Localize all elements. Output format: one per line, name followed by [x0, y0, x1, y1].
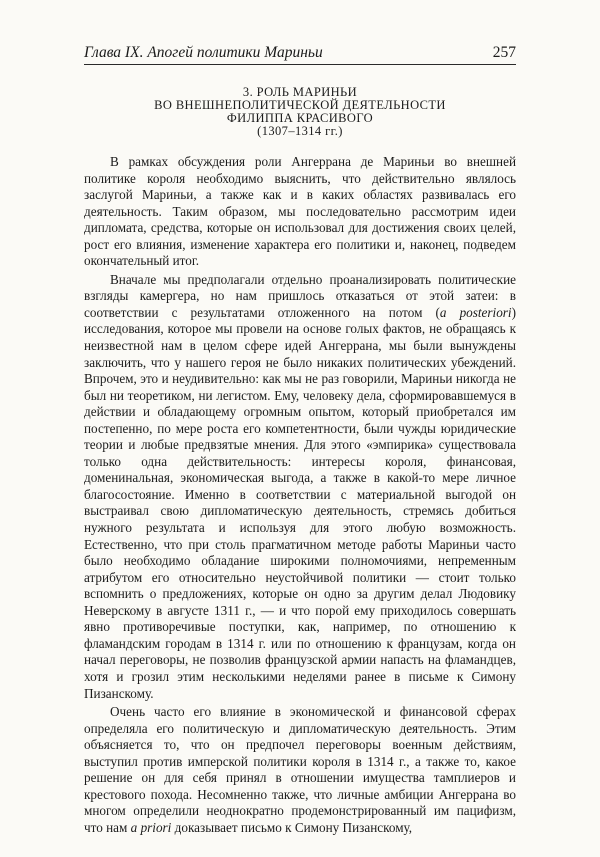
paragraph-3 — [84, 704, 516, 836]
paragraph-2-part-b: ) исследования, которое мы провели на основе голых фактов, не обращаясь к неизвестной нам в целом сфере идей Ангеррана, мы были вынуждены заключить, что у нашего героя не было никаких политических убеждений. Впрочем, это и неудивительно: как мы не раз говорили, Мариньи никогда не был ни теоретиком, ни легистом. Ему, человеку дела, сформировавшемуся в действии и обладающему огромным опытом, который приобретался им постепенно, по мере роста его компетентности, были чужды юридические теории и любые предвзятые мнения. Для этого «эмпирика» существовала только одна действительность: интересы короля, финансовая, доменинальная, экономическая выгода, а также в какой-то мере личное благосостояние. Именно в соответствии с материальной выгодой он выстраивал свою дипломатическую деятельность, стремясь добиться нужного результата и используя для этого любую возможность. Естественно, что при столь прагматичном методе работы Мариньи часто было необходимо обладание широкими полномочиями, непременным атрибутом его относительно неустойчивой политики — стоит только вспомнить о предложениях, которые он одно за другим делал Людовику Неверскому в августе 1311 г., — и что порой ему приходилось совершать явно противоречивые поступки, как, например, по отношению к фламандским городам в 1314 г. или по отношению к французам, когда он начал переговоры, не позволив французской армии напасть на фламандцев, хотя и грозил этим несколькими неделями ранее в письме к Симону Пизанскому. — [84, 304, 517, 701]
paragraph-3-emphasis: a priori — [130, 819, 172, 835]
header-rule — [84, 64, 516, 65]
section-title-line-1: 3. РОЛЬ МАРИНЬИ — [242, 85, 358, 99]
paragraph-2 — [84, 272, 516, 702]
section-years: (1307–1314 гг.) — [257, 124, 343, 138]
section-title — [84, 86, 516, 138]
running-header — [84, 44, 516, 62]
paragraph-2-emphasis: a posteriori — [439, 304, 512, 320]
section-title-line-3: ФИЛИППА КРАСИВОГО — [226, 111, 374, 125]
section-title-line-2: ВО ВНЕШНЕПОЛИТИЧЕСКОЙ ДЕЯТЕЛЬНОСТИ — [154, 98, 446, 112]
body-text — [84, 154, 516, 838]
paragraph-3-part-a: Очень часто его влияние в экономической и финансовой сферах определяла его политическую и дипломатическую деятельность. Этим объясняется то, что он предпочел переговоры военным действиям, выступил против имперской политики короля в 1314 г., а также то, какое решение он для себя принял в отношении имущества тамплиеров и крестового похода. Несомненно также, что личные амбиции Ангеррана во многом определили неоднократно продемонстрированный им пацифизм, что нам — [84, 704, 516, 835]
paragraph-1: В рамках обсуждения роли Ангеррана де Мариньи во внешней политике короля необходимо выяснить, что действительно являлось заслугой Мариньи, а также как и в каких областях развивалась его деятельность. Таким образом, мы последовательно рассмотрим идеи дипломата, средства, которые он использовал для достижения своих целей, рост его влияния, изменение характера его политики и, наконец, подведем окончательный итог. — [84, 154, 516, 269]
running-title: Глава IX. Апогей политики Мариньи — [84, 44, 323, 61]
page-number: 257 — [492, 44, 516, 61]
paragraph-3-part-b: доказывает письмо к Симону Пизанскому, — [171, 819, 413, 835]
paragraph-2-part-a: Вначале мы предполагали отдельно проанализировать политические взгляды камергера, но нам пришлось отказаться от этой затеи: в соответствии с результатами отложенного на потом ( — [84, 271, 516, 320]
